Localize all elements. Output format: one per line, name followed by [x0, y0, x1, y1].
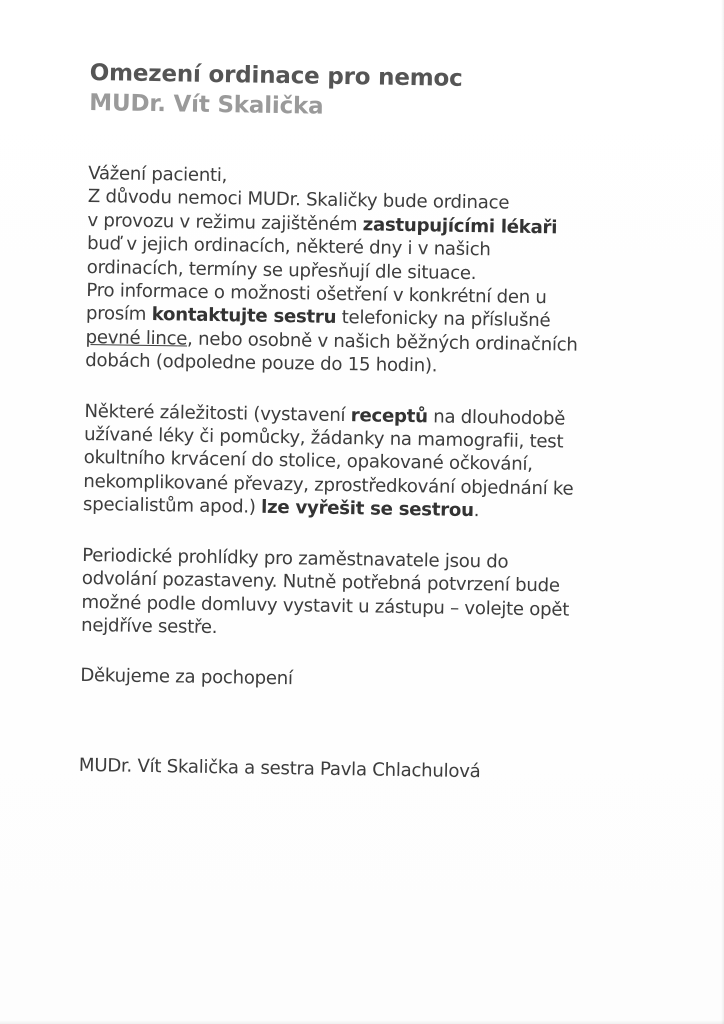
- text-fragment: prosím: [85, 303, 152, 326]
- text-line: odvolání pozastaveny. Nutně potřebná potvrzení bude: [81, 568, 560, 597]
- text-line: buď v jejich ordinacích, některé dny i v našich: [86, 233, 491, 261]
- signature-line: MUDr. Vít Skalička a sestra Pavla Chlachulová: [78, 754, 481, 782]
- text-line: Z důvodu nemoci MUDr. Skaličky bude ordinace: [87, 186, 510, 215]
- text-line: dobách (odpoledne pouze do 15 hodin).: [85, 350, 438, 377]
- paragraph-intro: [85, 162, 648, 381]
- text-fragment: v provozu v režimu zajištěném: [87, 209, 363, 236]
- text-line: nekomplikované převazy, zprostředkování objednání ke: [83, 470, 574, 500]
- text-line: užívané léky či pomůcky, žádanky na mamografii, test: [83, 424, 564, 453]
- text-line: Pro informace o možnosti ošetření v konkrétní den u: [86, 280, 547, 309]
- text-fragment: specialistům apod.): [82, 494, 262, 519]
- page-bottom-edge: [0, 1020, 724, 1024]
- paragraph-periodic-checkups: [81, 544, 642, 646]
- text-fragment: .: [473, 500, 480, 522]
- text-fragment: na dlouhodobě: [427, 406, 566, 430]
- text-line: nejdříve sestře.: [80, 614, 218, 638]
- text-line: okultního krvácení do stolice, opakované očkování,: [83, 447, 533, 476]
- doctor-name-subtitle: MUDr. Vít Skalička: [89, 89, 324, 120]
- emphasis-prescriptions: receptů: [350, 404, 428, 428]
- text-line: Vážení pacienti,: [88, 162, 228, 187]
- paragraph-nurse-tasks: [83, 400, 645, 526]
- text-line: ordinacích, termíny se upřesňují dle situace.: [86, 256, 477, 284]
- underlined-landline: pevné lince: [85, 326, 188, 350]
- thanks-line: Děkujeme za pochopení: [80, 665, 293, 690]
- text-fragment: telefonicky na příslušné: [336, 307, 551, 332]
- text-fragment: , nebo osobně v našich běžných ordinačních: [186, 328, 578, 356]
- text-line: Periodické prohlídky pro zaměstnavatele jsou do: [82, 544, 509, 573]
- text-line: možné podle domluvy vystavit u zástupu – volejte opět: [81, 591, 570, 621]
- emphasis-solve-with-nurse: lze vyřešit se sestrou: [260, 497, 474, 522]
- emphasis-contact-nurse: kontaktujte sestru: [151, 304, 337, 329]
- notice-sheet: [79, 58, 650, 786]
- text-fragment: Některé záležitosti (vystavení: [84, 400, 351, 426]
- emphasis-substitute-doctors: zastupujícími lékaři: [362, 214, 558, 239]
- notice-title: Omezení ordinace pro nemoc: [89, 59, 463, 92]
